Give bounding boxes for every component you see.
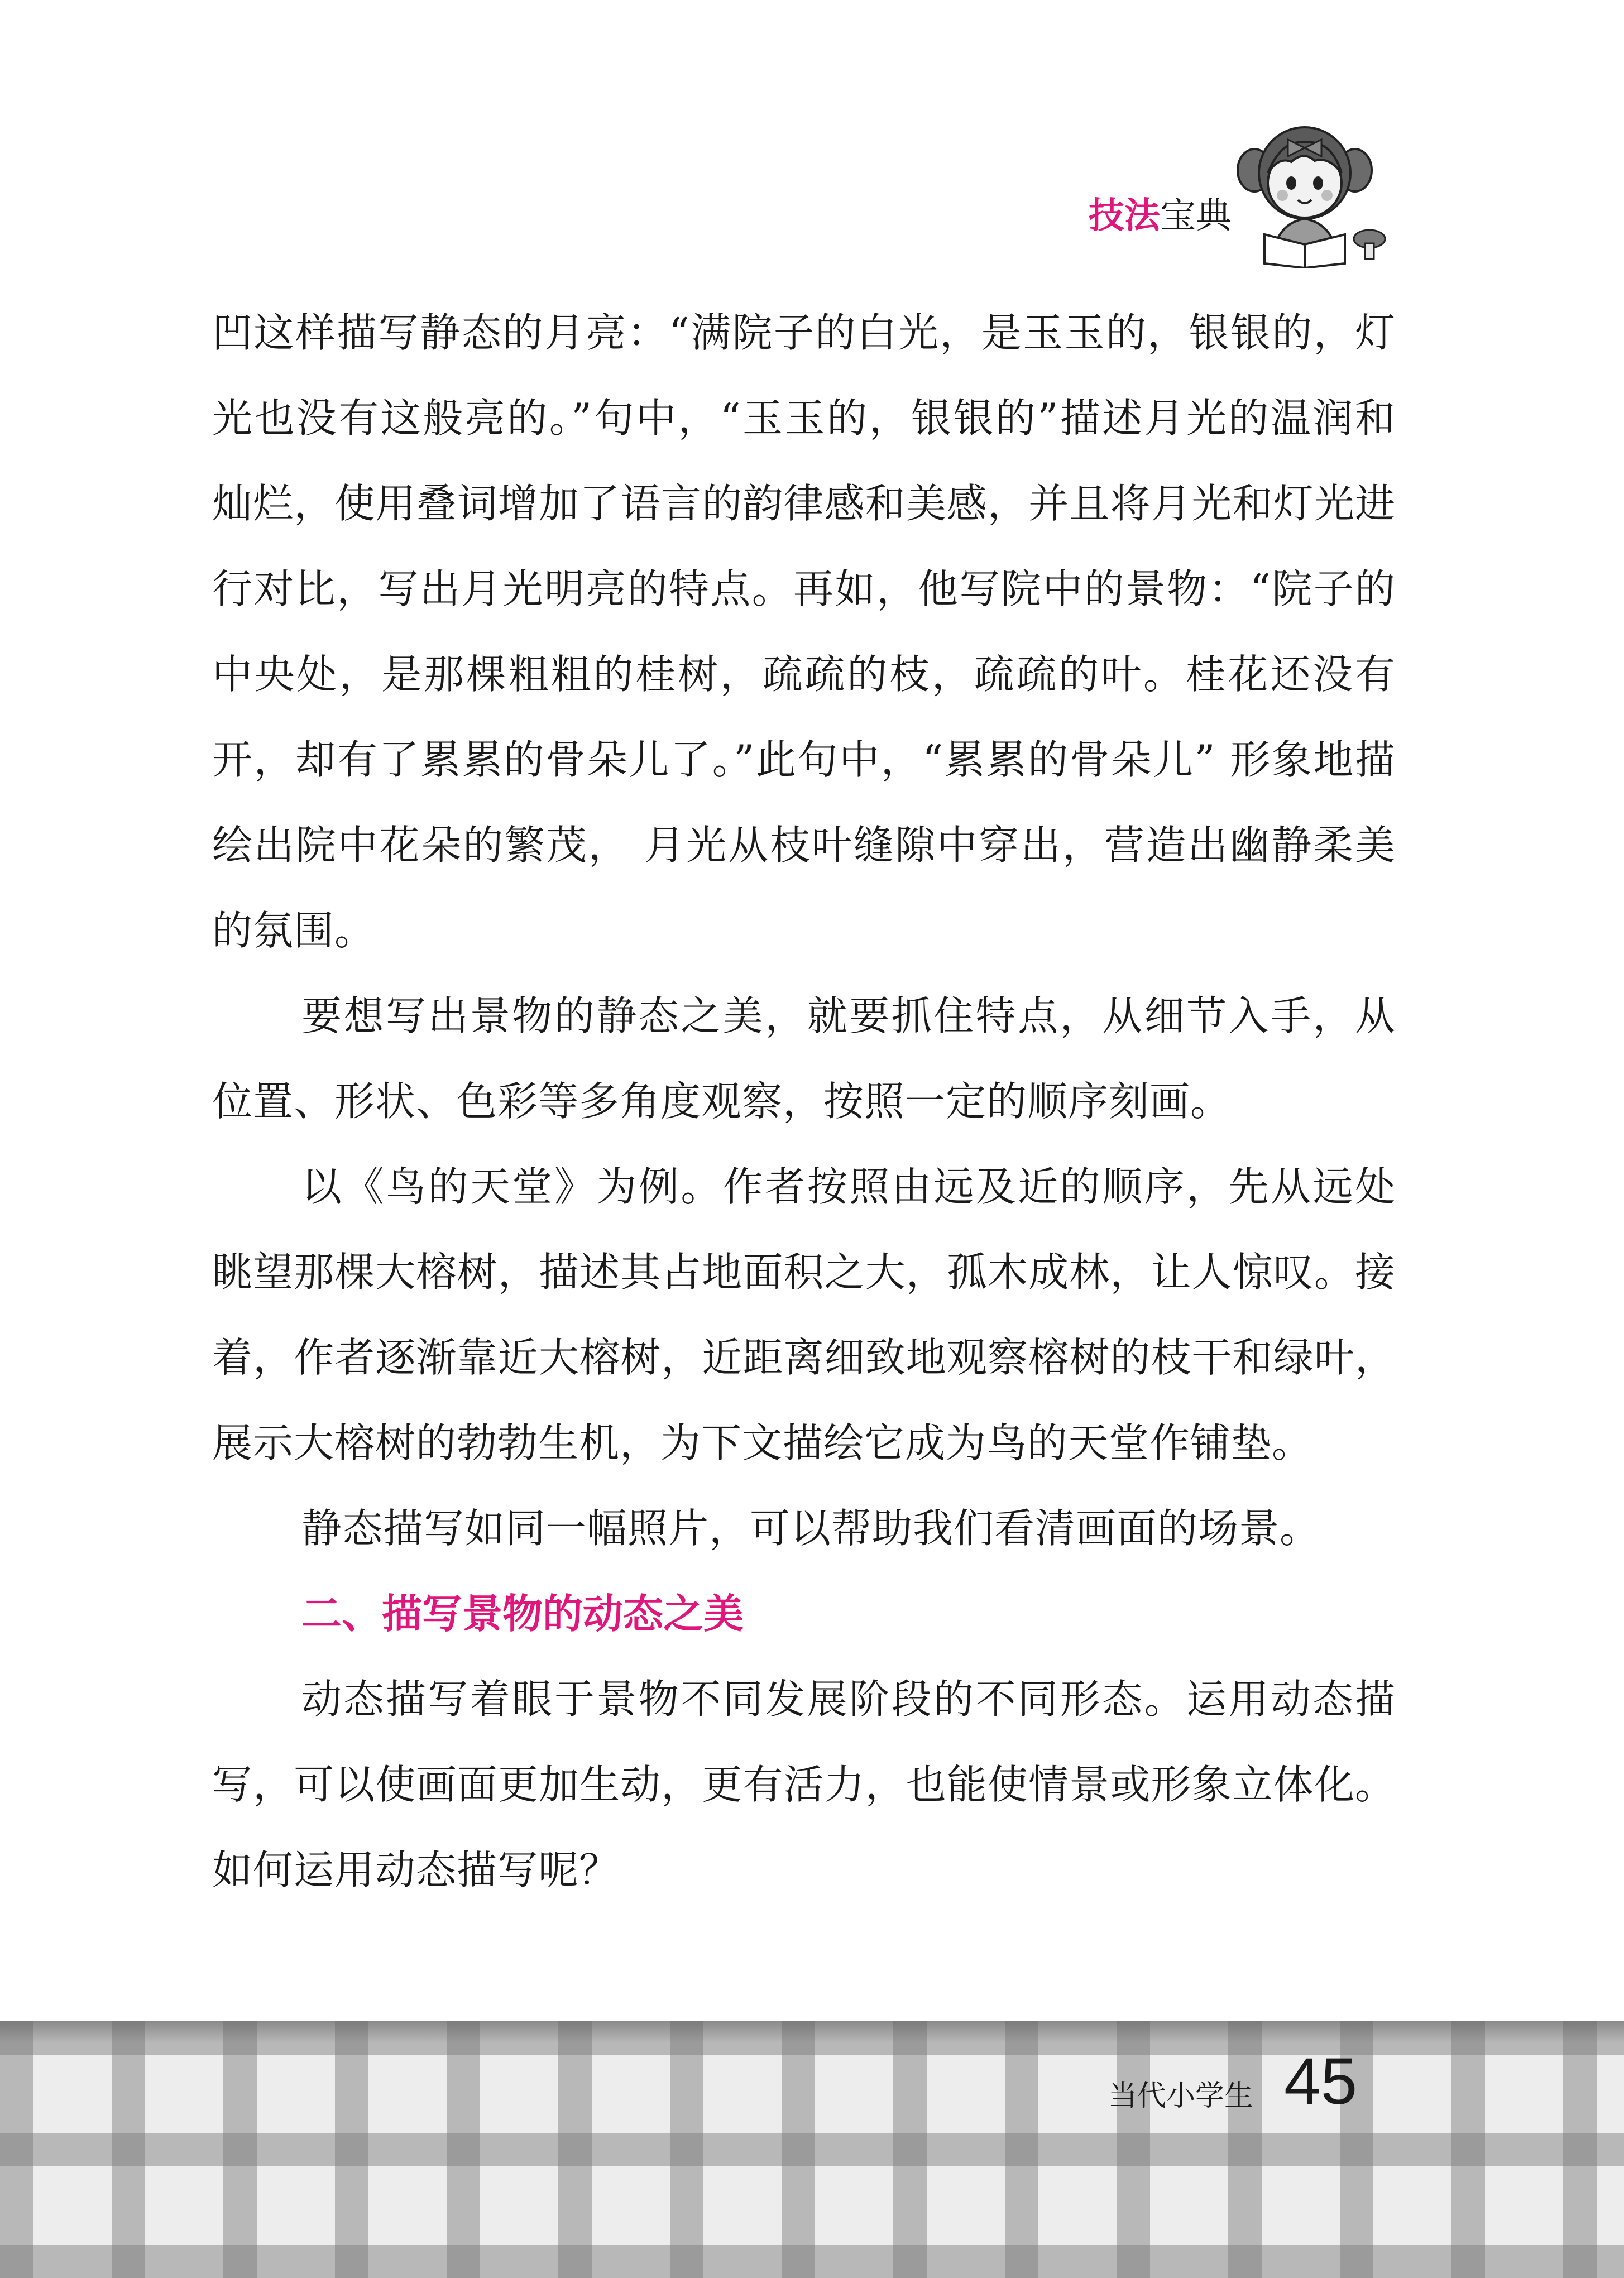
paragraph: 静态描写如同一幅照片，可以帮助我们看清画面的场景。 — [301, 1505, 1321, 1552]
footer-divider — [0, 2021, 1624, 2043]
column-title-accent: 技法 — [1089, 195, 1160, 237]
page-header — [1005, 134, 1396, 268]
paragraph-continued: 凹这样描写静态的月亮：“满院子的白光，是玉玉的，银银的，灯光也没有这般亮的。”句中，“玉玉的，银银的”描述月光的温润和灿烂，使用叠词增加了语言的韵律感和美感，并且将月光和灯光进行对比，写出月光明亮的特点。再如，他写院中的景物：“院子的中央处，是那棵粗粗的桂树，疏疏的枝，疏疏的叶。桂花还没有开，却有了累累的骨朵儿了。”此句中，“累累的骨朵儿” 形象地描绘出院中花朵的繁茂， 月光从枝叶缝隙中穿出，营造出幽静柔美的氛围。 — [212, 309, 1396, 954]
magazine-name: 当代小学生 — [1108, 2079, 1254, 2113]
article-body — [212, 290, 1396, 1913]
girl-reading-book-icon — [1225, 117, 1387, 268]
paragraph: 动态描写着眼于景物不同发展阶段的不同形态。运用动态描写，可以使画面更加生动，更有活力，也能使情景或形象立体化。如何运用动态描写呢？ — [212, 1676, 1396, 1893]
paragraph: 以《鸟的天堂》为例。作者按照由远及近的顺序，先从远处眺望那棵大榕树，描述其占地面积之大，孤木成林，让人惊叹。接着，作者逐渐靠近大榕树，近距离细致地观察榕树的枝干和绿叶，展示大榕树的勃勃生机，为下文描绘它成为鸟的天堂作铺垫。 — [212, 1163, 1396, 1466]
column-title-rest: 宝典 — [1160, 195, 1232, 237]
page-footer — [0, 2021, 1624, 2278]
column-title — [1089, 195, 1232, 237]
section-heading: 二、描写景物的动态之美 — [301, 1590, 744, 1637]
page-number: 45 — [1284, 2045, 1358, 2118]
paragraph: 要想写出景物的静态之美，就要抓住特点，从细节入手，从位置、形状、色彩等多角度观察，按照一定的顺序刻画。 — [212, 992, 1396, 1125]
